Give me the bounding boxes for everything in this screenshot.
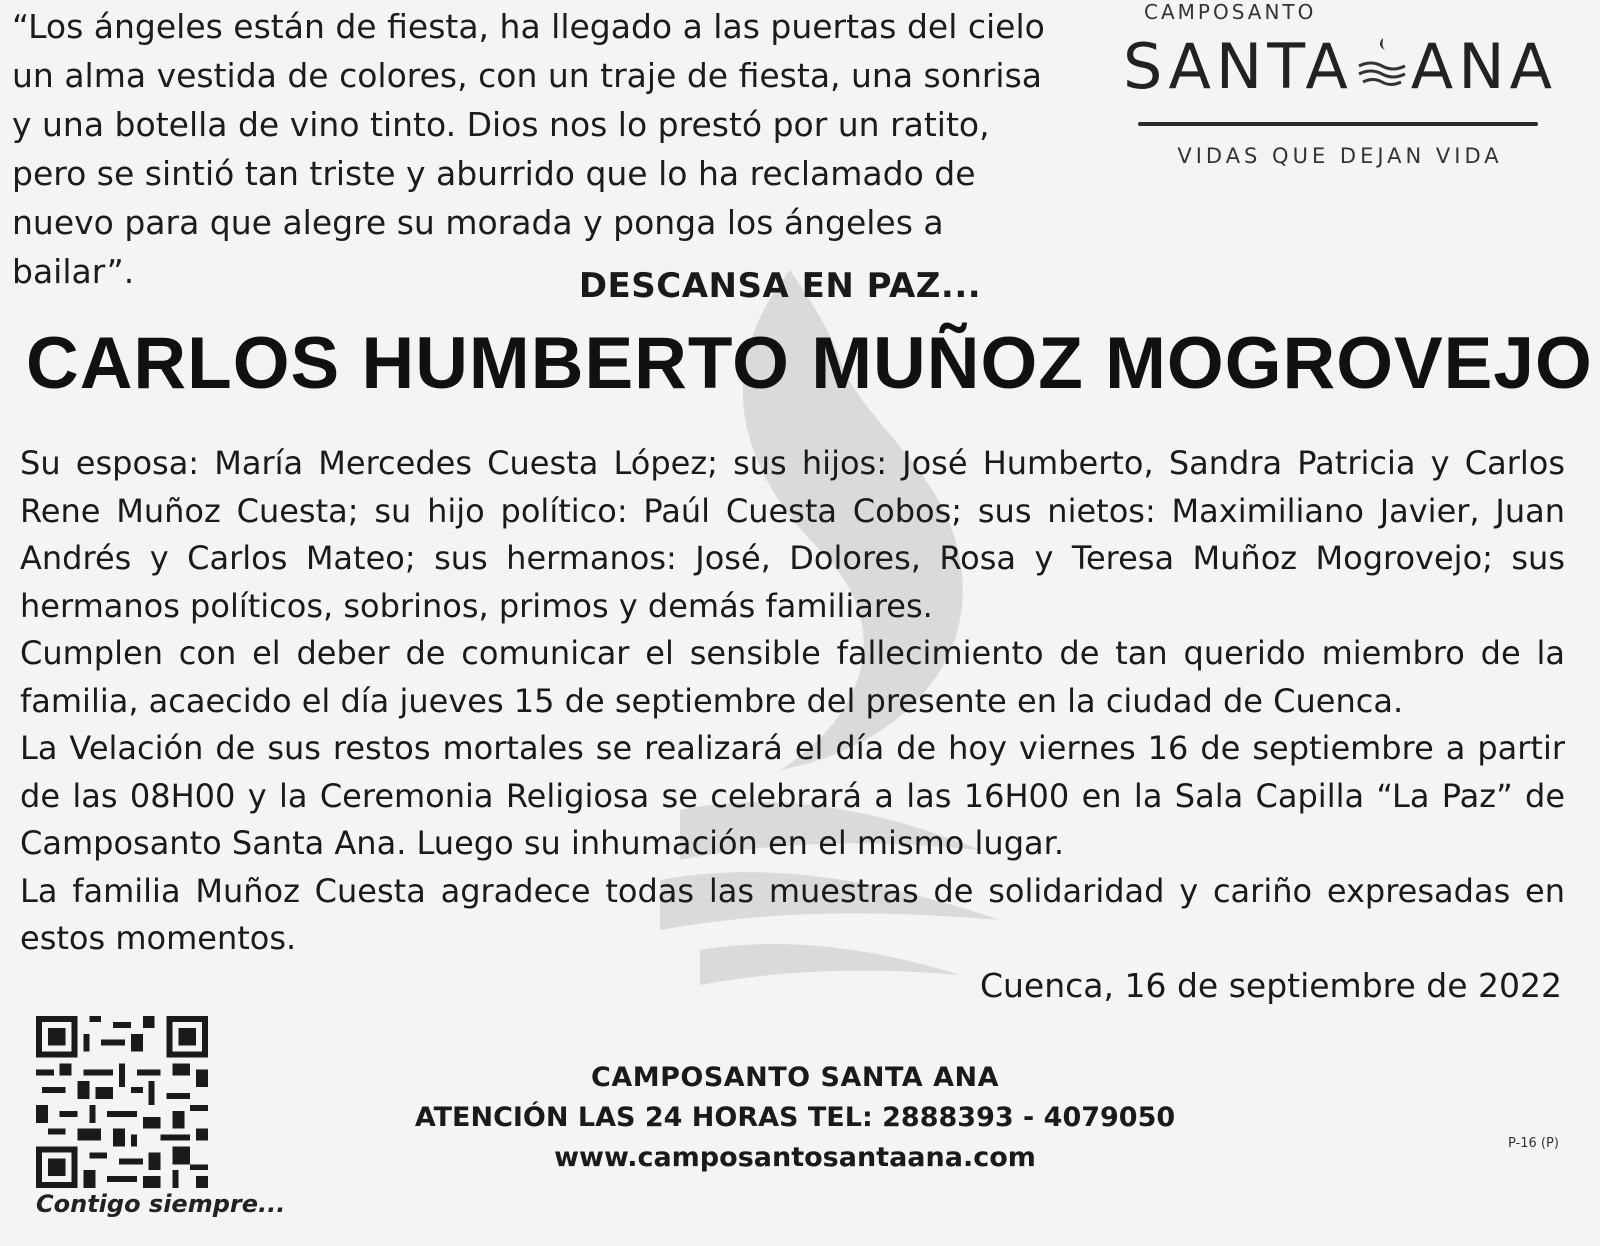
qr-caption: Contigo siempre... bbox=[36, 1190, 286, 1218]
flame-wave-icon bbox=[1353, 36, 1411, 94]
epitaph-quote bbox=[12, 2, 1062, 296]
qr-code-icon bbox=[36, 1016, 208, 1188]
logo-divider bbox=[1138, 122, 1538, 126]
subtitle-text: DESCANSA EN PAZ... bbox=[578, 266, 982, 306]
logo-top-text: CAMPOSANTO bbox=[1144, 0, 1317, 24]
ceremony-paragraph: La Velación de sus restos mortales se realizará el día de hoy viernes 16 de septiembre a partir de las 08H00 y la Ceremonia Religiosa se celebrará a las 16H00 en la Sala Capilla “La Paz” de Camposanto Santa Ana. Luego su inhumación en el mismo lugar. bbox=[20, 729, 1565, 862]
page-reference: P-16 (P) bbox=[1508, 1136, 1559, 1151]
rest-in-peace-heading bbox=[0, 266, 1600, 306]
contact-footer bbox=[395, 1058, 1195, 1178]
footer-company: CAMPOSANTO SANTA ANA bbox=[591, 1062, 999, 1093]
notice-date: Cuenca, 16 de septiembre de 2022 bbox=[979, 966, 1562, 1005]
footer-phone: ATENCIÓN LAS 24 HORAS TEL: 2888393 - 4079050 bbox=[414, 1102, 1176, 1133]
logo-word-right: ANA bbox=[1410, 30, 1557, 103]
camposanto-logo bbox=[1120, 0, 1560, 190]
logo-word-left: SANTA bbox=[1123, 30, 1353, 103]
notice-body bbox=[20, 440, 1565, 963]
quote-text: “Los ángeles están de fiesta, ha llegado a las puertas del cielo un alma vestida de colores, con un traje de fiesta, una sonrisa y una botella de vino tinto. Dios nos lo prestó por un ratito, pero se sintió tan triste y aburrido que lo ha reclamado de nuevo para que alegre su morada y ponga los ángeles a bailar”. bbox=[12, 7, 1045, 291]
announcement-paragraph: Cumplen con el deber de comunicar el sensible fallecimiento de tan querido miembro de la familia, acaecido el día jueves 15 de septiembre del presente en la ciudad de Cuenca. bbox=[20, 634, 1565, 720]
logo-tagline: VIDAS QUE DEJAN VIDA bbox=[1177, 144, 1503, 168]
footer-website: www.camposantosantaana.com bbox=[554, 1142, 1036, 1173]
family-paragraph: Su esposa: María Mercedes Cuesta López; sus hijos: José Humberto, Sandra Patricia y Carlos Rene Muñoz Cuesta; su hijo político: Paúl Cuesta Cobos; sus nietos: Maximiliano Javier, Juan Andrés y Carlos Mateo; sus hermanos: José, Dolores, Rosa y Teresa Muñoz Mogrovejo; sus hermanos políticos, sobrinos, primos y demás familiares. bbox=[20, 444, 1565, 625]
logo-wordmark bbox=[1120, 30, 1560, 103]
thanks-paragraph: La familia Muñoz Cuesta agradece todas las muestras de solidaridad y cariño expresadas en estos momentos. bbox=[20, 871, 1565, 957]
deceased-name: CARLOS HUMBERTO MUÑOZ MOGROVEJO bbox=[26, 323, 1593, 404]
